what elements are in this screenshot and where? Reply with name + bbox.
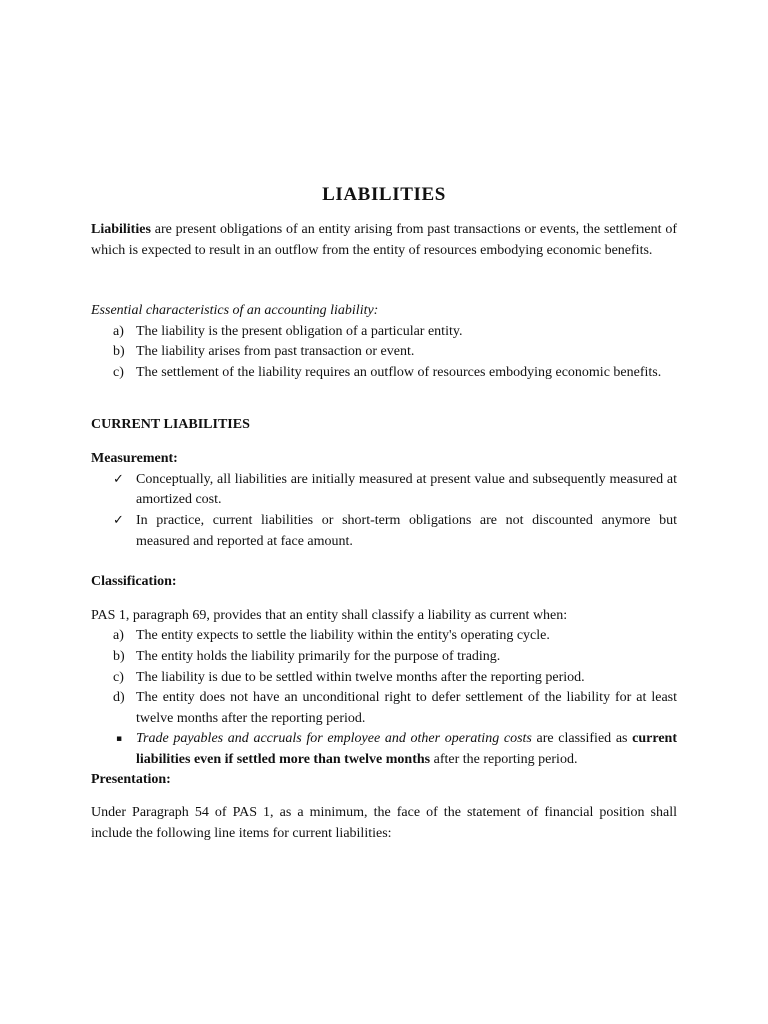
checkmark-icon: ✓ [113, 512, 124, 528]
list-marker: a) [113, 628, 124, 644]
list-item-text: Conceptually, all liabilities are initially measured at present value and subsequently measured at amortized cost. [136, 471, 677, 508]
list-item-text: The liability arises from past transaction or event. [136, 344, 415, 360]
current-liabilities-heading: CURRENT LIABILITIES [91, 416, 250, 432]
list-item-text: The settlement of the liability requires an outflow of resources embodying economic benefits. [136, 364, 662, 380]
presentation-paragraph: Under Paragraph 54 of PAS 1, as a minimum, the face of the statement of financial position shall include the following line items for current liabilities: [91, 805, 677, 841]
classification-list [91, 626, 691, 770]
list-item [91, 647, 677, 668]
trade-note-italic: Trade payables and accruals for employee and other operating costs [136, 731, 532, 747]
trade-note-item [91, 729, 677, 770]
list-item-text: The entity does not have an unconditional right to defer settlement of the liability for at least twelve months after the reporting period. [136, 690, 691, 726]
list-marker: b) [113, 648, 125, 664]
list-item-text: The liability is due to be settled within twelve months after the reporting period. [136, 669, 585, 685]
measurement-heading: Measurement: [91, 451, 178, 467]
list-item [91, 511, 677, 552]
list-item [91, 626, 677, 647]
list-item-text: The entity holds the liability primarily for the purpose of trading. [136, 648, 501, 664]
list-item [91, 470, 677, 511]
presentation-heading: Presentation: [91, 772, 171, 788]
essential-characteristics-heading: Essential characteristics of an accounting liability: [91, 303, 379, 319]
checkmark-icon: ✓ [113, 471, 124, 487]
square-bullet-icon: ▪ [116, 734, 123, 745]
page-title: LIABILITIES [322, 184, 446, 205]
list-item [91, 322, 677, 343]
list-item [91, 668, 677, 689]
document-content [91, 182, 691, 844]
definition-text: are present obligations of an entity arising from past transactions or events, the settlement of which is expected to result in an outflow from the entity of resources embodying economic benefits. [91, 222, 677, 258]
definition-paragraph [91, 220, 677, 261]
trade-note-end: after the reporting period. [430, 751, 578, 767]
definition-term: Liabilities [91, 222, 151, 237]
list-item-text: In practice, current liabilities or short-term obligations are not discounted anymore but measured and reported at face amount. [136, 512, 677, 549]
list-marker: c) [113, 669, 124, 685]
list-item [91, 363, 677, 384]
trade-note-middle: are classified as [531, 731, 633, 747]
classification-intro: PAS 1, paragraph 69, provides that an entity shall classify a liability as current when: [91, 607, 568, 623]
measurement-list [91, 470, 677, 552]
list-marker: c) [113, 364, 124, 380]
list-item-text: The entity expects to settle the liability within the entity's operating cycle. [136, 628, 550, 644]
essential-characteristics-list [91, 322, 677, 384]
list-item [91, 688, 691, 729]
trade-note-bold: current liabilities even if settled more than twelve months [136, 731, 677, 767]
list-item-text: The liability is the present obligation of a particular entity. [136, 323, 463, 339]
list-marker: a) [113, 323, 124, 339]
list-marker: b) [113, 344, 125, 360]
list-item [91, 342, 677, 363]
list-marker: d) [113, 690, 125, 706]
classification-heading: Classification: [91, 574, 177, 590]
